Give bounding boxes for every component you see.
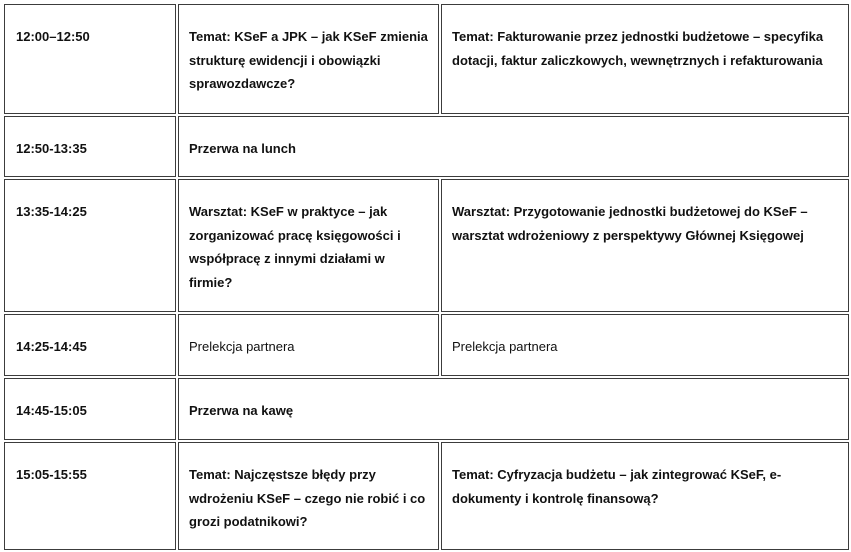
table-row (4, 314, 849, 376)
time-cell: 12:00–12:50 (4, 4, 176, 114)
session-cell-track-2: Temat: Cyfryzacja budżetu – jak zintegrować KSeF, e-dokumenty i kontrolę finansową? (441, 442, 849, 550)
session-cell-track-2: Warsztat: Przygotowanie jednostki budżetowej do KSeF – warsztat wdrożeniowy z perspektywy Głównej Księgowej (441, 179, 849, 312)
session-cell-track-2: Prelekcja partnera (441, 314, 849, 376)
table-row (4, 179, 849, 312)
time-cell: 14:25-14:45 (4, 314, 176, 376)
time-cell: 15:05-15:55 (4, 442, 176, 550)
session-cell-track-1: Warsztat: KSeF w praktyce – jak zorganizować pracę księgowości i współpracę z innymi działami w firmie? (178, 179, 439, 312)
time-cell: 12:50-13:35 (4, 116, 176, 177)
session-cell-track-1: Temat: KSeF a JPK – jak KSeF zmienia strukturę ewidencji i obowiązki sprawozdawcze? (178, 4, 439, 114)
break-cell: Przerwa na lunch (178, 116, 849, 177)
time-cell: 13:35-14:25 (4, 179, 176, 312)
break-cell: Przerwa na kawę (178, 378, 849, 440)
session-cell-track-2: Temat: Fakturowanie przez jednostki budżetowe – specyfika dotacji, faktur zaliczkowych, wewnętrznych i refakturowania (441, 4, 849, 114)
table-row (4, 378, 849, 440)
session-cell-track-1: Prelekcja partnera (178, 314, 439, 376)
table-row (4, 116, 849, 177)
table-row (4, 442, 849, 550)
session-cell-track-1: Temat: Najczęstsze błędy przy wdrożeniu KSeF – czego nie robić i co grozi podatnikowi? (178, 442, 439, 550)
table-row (4, 4, 849, 114)
agenda-table (2, 2, 851, 552)
time-cell: 14:45-15:05 (4, 378, 176, 440)
